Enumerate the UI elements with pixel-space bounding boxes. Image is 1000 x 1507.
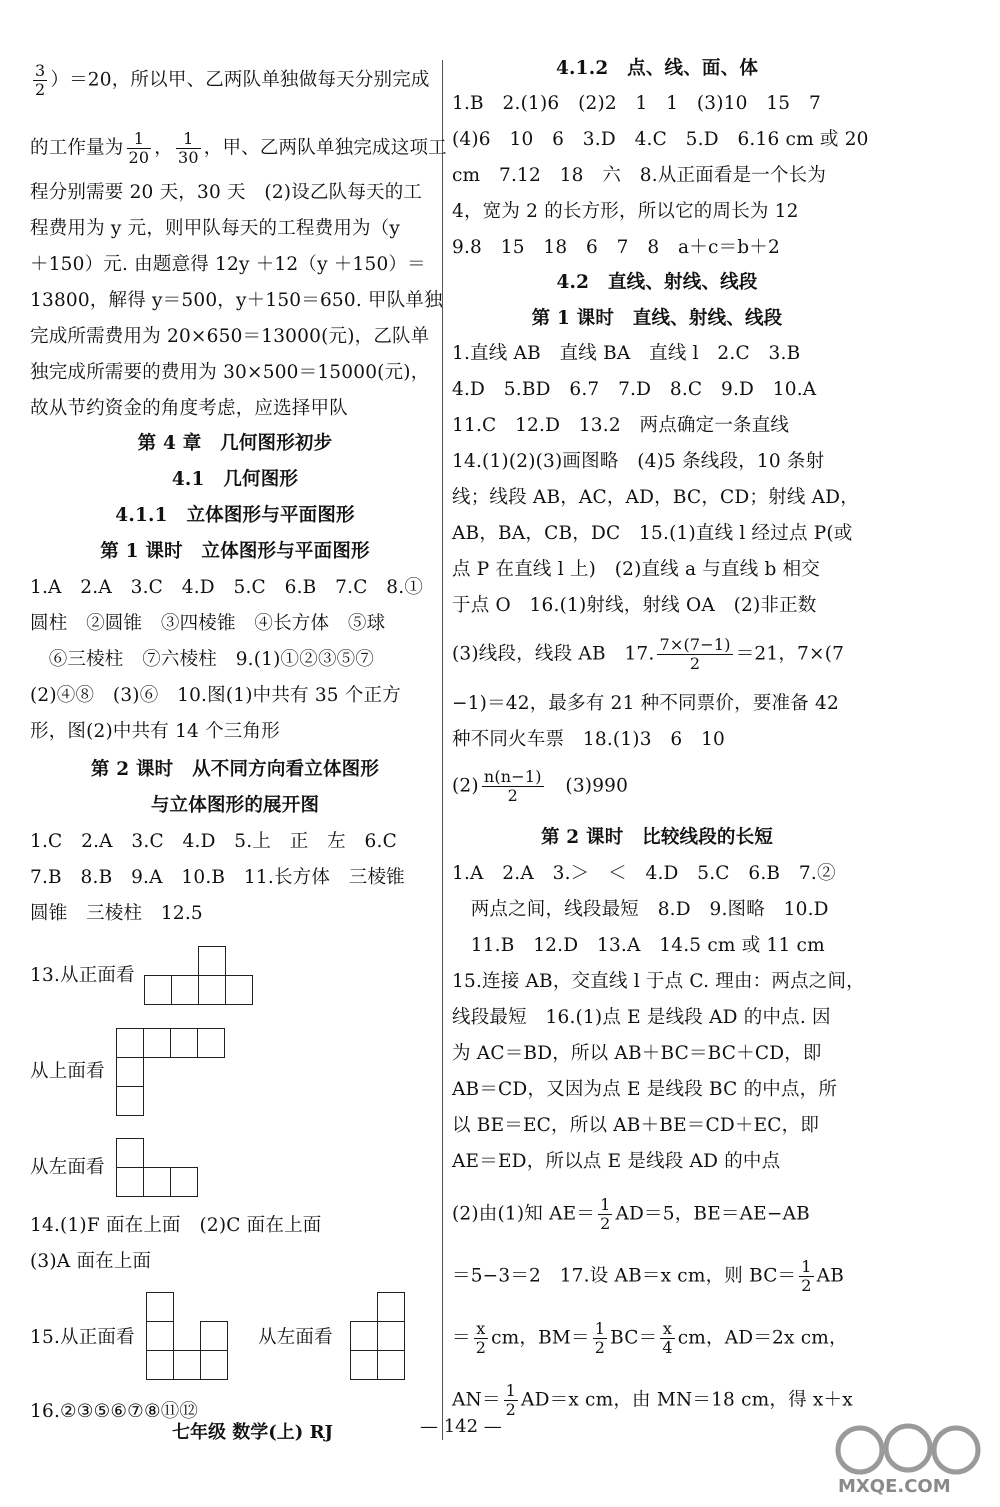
- answer-line: (4)6 10 6 3.D 4.C 5.D 6.16 cm 或 20: [452, 129, 869, 150]
- answer-line: ＝ $\frac{x}{2}$ cm，BM＝ $\frac{1}{2}$ BC＝ $\frac{x}{4}$ cm，AD＝2x cm，: [452, 1319, 848, 1357]
- answer-line: 16.②③⑤⑥⑦⑧⑪⑫: [30, 1401, 199, 1422]
- answer-line: AE＝ED，所以点 E 是线段 AD 的中点: [452, 1151, 781, 1172]
- answer-line: AN＝ $\frac{1}{2}$ AD＝x cm，由 MN＝18 cm，得 x＋x: [452, 1381, 853, 1419]
- answer-line: 14.(1)(2)(3)画图略 (4)5 条线段，10 条射: [452, 451, 825, 472]
- q15-left-grid: [350, 1292, 405, 1380]
- answer-line: (2) $\frac{n(n-1)}{2}$ (3)990: [452, 767, 629, 805]
- answer-line: 圆锥 三棱柱 12.5: [30, 903, 203, 924]
- text-line: 程分别需要 20 天，30 天 (2)设乙队每天的工: [30, 182, 423, 203]
- answer-line: 4，宽为 2 的长方形，所以它的周长为 12: [452, 201, 799, 222]
- lesson-heading: 第 1 课时 直线、射线、线段: [531, 308, 783, 329]
- answer-line: (2)④⑧ (3)⑥ 10.图(1)中共有 35 个正方: [30, 685, 401, 706]
- left-view-grid: [116, 1138, 198, 1197]
- answer-line: 1.直线 AB 直线 BA 直线 l 2.C 3.B: [452, 343, 801, 364]
- lesson-heading-cont: 与立体图形的展开图: [150, 795, 320, 816]
- answer-line: 点 P 在直线 l 上) (2)直线 a 与直线 b 相交: [452, 559, 821, 580]
- section-heading: 4.1 几何图形: [171, 469, 299, 490]
- text-line: $\frac{3}{2}$ ）＝20，所以甲、乙两队单独做每天分别完成: [35, 61, 430, 99]
- answer-line: 4.D 5.BD 6.7 7.D 8.C 9.D 10.A: [452, 379, 817, 400]
- answer-line: 7.B 8.B 9.A 10.B 11.长方体 三棱锥: [30, 867, 405, 888]
- fraction: $\frac{1}{2}$: [505, 1381, 517, 1419]
- front-view-grid: [144, 946, 253, 1005]
- fraction: $\frac{1}{20}$: [128, 129, 150, 167]
- answer-line: 1.C 2.A 3.C 4.D 5.上 正 左 6.C: [30, 831, 397, 852]
- answer-line: 1.A 2.A 3.＞ ＜ 4.D 5.C 6.B 7.②: [452, 863, 836, 884]
- fraction: $\frac{x}{4}$: [662, 1319, 673, 1357]
- q13-left-label: 从左面看: [30, 1157, 105, 1178]
- chapter-heading: 第 4 章 几何图形初步: [137, 433, 333, 454]
- answer-line: (3)线段，线段 AB 17. $\frac{7\times(7-1)}{2}$ ＝21，7×(7: [452, 635, 845, 673]
- answer-line: 于点 O 16.(1)射线，射线 OA (2)非正数: [452, 595, 817, 616]
- column-divider: [442, 60, 443, 1440]
- answer-line: AB，BA，CB，DC 15.(1)直线 l 经过点 P(或: [452, 523, 853, 544]
- subsection-heading: 4.1.2 点、线、面、体: [555, 58, 759, 79]
- answer-line: 9.8 15 18 6 7 8 a＋c＝b＋2: [452, 237, 780, 258]
- q15-front-grid: [146, 1292, 228, 1380]
- lesson-heading: 第 2 课时 从不同方向看立体图形: [90, 759, 380, 780]
- answer-line: 11.C 12.D 13.2 两点确定一条直线: [452, 415, 790, 436]
- text-line: 故从节约资金的角度考虑，应选择甲队: [30, 398, 348, 419]
- fraction: $\frac{x}{2}$: [475, 1319, 487, 1357]
- text-line: 完成所需费用为 20×650＝13000(元)，乙队单: [30, 326, 430, 347]
- answer-line: 线；线段 AB，AC，AD，BC，CD；射线 AD，: [452, 487, 859, 508]
- answer-line: 线段最短 16.(1)点 E 是线段 AD 的中点. 因: [452, 1007, 831, 1028]
- answer-line: 种不同火车票 18.(1)3 6 10: [452, 729, 726, 750]
- answer-line: ＝5−3＝2 17.设 AB＝x cm，则 BC＝ $\frac{1}{2}$ AB: [452, 1257, 845, 1295]
- answer-line: 为 AC＝BD，所以 AB＋BC＝BC＋CD，即: [452, 1043, 822, 1064]
- subsection-heading: 4.1.1 立体图形与平面图形: [115, 505, 355, 526]
- answer-line: −1)＝42，最多有 21 种不同票价，要准备 42: [452, 693, 839, 714]
- text-line: 独完成所需要的费用为 30×500＝15000(元)，: [30, 362, 430, 383]
- footer-label: 七年级 数学(上) RJ: [172, 1422, 334, 1443]
- fraction: $\frac{1}{2}$: [801, 1257, 812, 1295]
- q13-top-label: 从上面看: [30, 1061, 105, 1082]
- answer-line: 15.连接 AB，交直线 l 于点 C. 理由：两点之间，: [452, 971, 865, 992]
- fraction: $\frac{7\times(7-1)}{2}$: [659, 635, 731, 673]
- answer-line: 1.A 2.A 3.C 4.D 5.C 6.B 7.C 8.①: [30, 577, 424, 598]
- section-heading: 4.2 直线、射线、线段: [556, 272, 758, 293]
- lesson-heading: 第 2 课时 比较线段的长短: [540, 827, 774, 848]
- answer-line: 14.(1)F 面在上面 (2)C 面在上面: [30, 1215, 322, 1236]
- answer-line: (3)A 面在上面: [30, 1251, 152, 1272]
- answer-line: 两点之间，线段最短 8.D 9.图略 10.D: [452, 899, 829, 920]
- answer-line: cm 7.12 18 六 8.从正面看是一个长为: [452, 165, 827, 186]
- text-line: ＋150）元. 由题意得 12y ＋12（y ＋150）＝: [30, 254, 426, 275]
- text-line: 13800，解得 y＝500，y＋150＝650. 甲队单独: [30, 290, 443, 311]
- answer-line: (2)由(1)知 AE＝ $\frac{1}{2}$ AD＝5，BE＝AE−AB: [452, 1195, 810, 1233]
- watermark-text: MXQE.COM: [838, 1476, 951, 1497]
- fraction: $\frac{n(n-1)}{2}$: [483, 767, 542, 805]
- q15-left-label: 从左面看: [258, 1327, 333, 1348]
- q13-front-label: 13.从正面看: [30, 965, 135, 986]
- answer-line: 形，图(2)中共有 14 个三角形: [30, 721, 280, 742]
- fraction: $\frac{3}{2}$: [35, 61, 46, 99]
- lesson-heading: 第 1 课时 立体图形与平面图形: [100, 541, 370, 562]
- text-line: 程费用为 y 元，则甲队每天的工程费用为（y: [30, 218, 401, 239]
- page-number: — 142 —: [420, 1416, 502, 1437]
- fraction: $\frac{1}{2}$: [594, 1319, 606, 1357]
- fraction: $\frac{1}{2}$: [600, 1195, 611, 1233]
- q15-front-label: 15.从正面看: [30, 1327, 135, 1348]
- answer-line: 以 BE＝EC，所以 AB＋BE＝CD＋EC，即: [452, 1115, 820, 1136]
- answer-line: AB＝CD，又因为点 E 是线段 BC 的中点，所: [452, 1079, 838, 1100]
- fraction: $\frac{1}{30}$: [177, 129, 199, 167]
- answer-line: ⑥三棱柱 ⑦六棱柱 9.(1)①②③⑤⑦: [30, 649, 375, 670]
- answer-line: 1.B 2.(1)6 (2)2 1 1 (3)10 15 7: [452, 93, 821, 114]
- top-view-grid: [116, 1028, 225, 1116]
- answer-line: 圆柱 ②圆锥 ③四棱锥 ④长方体 ⑤球: [30, 613, 386, 634]
- answer-line: 11.B 12.D 13.A 14.5 cm 或 11 cm: [452, 935, 825, 956]
- text-line: 的工作量为 $\frac{1}{20}$ ， $\frac{1}{30}$ ，甲、乙两队单独完成这项工: [30, 129, 447, 167]
